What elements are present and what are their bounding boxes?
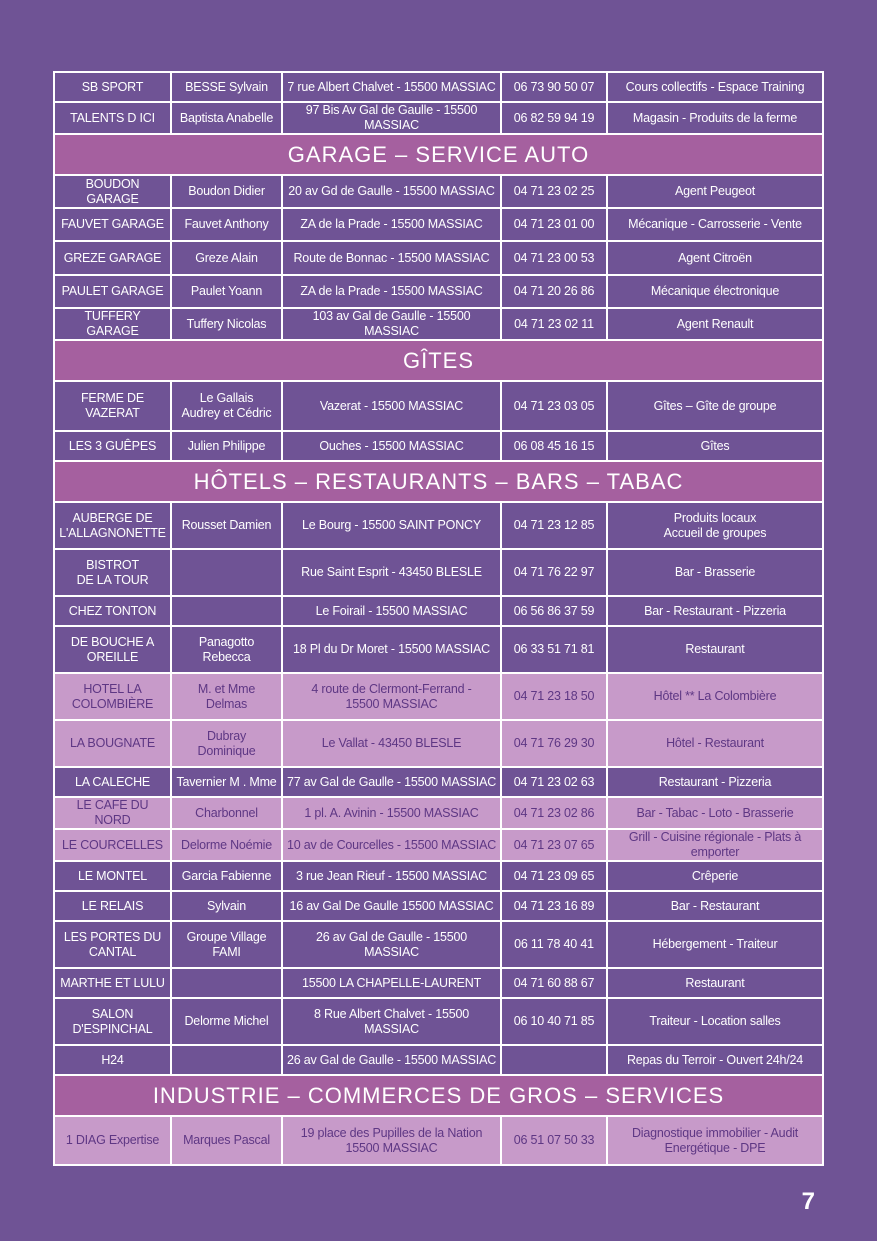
- phone-cell: 04 71 23 02 25: [501, 175, 607, 208]
- page-number: 7: [801, 1188, 815, 1215]
- address-cell: 103 av Gal de Gaulle - 15500 MASSIAC: [282, 308, 501, 340]
- business-name-cell: LA CALECHE: [54, 767, 171, 797]
- business-name-cell: LES PORTES DU CANTAL: [54, 921, 171, 968]
- activity-cell: Restaurant: [607, 968, 823, 998]
- business-name-cell: SALON D'ESPINCHAL: [54, 998, 171, 1045]
- contact-name-cell: Greze Alain: [171, 241, 282, 275]
- phone-cell: 06 10 40 71 85: [501, 998, 607, 1045]
- business-name-cell: MARTHE ET LULU: [54, 968, 171, 998]
- activity-cell: Hébergement - Traiteur: [607, 921, 823, 968]
- table-row: [54, 549, 823, 596]
- activity-cell: Bar - Restaurant - Pizzeria: [607, 596, 823, 626]
- section-title: GARAGE – SERVICE AUTO: [54, 134, 823, 175]
- table-row: [54, 241, 823, 275]
- table-row: [54, 175, 823, 208]
- activity-cell: Crêperie: [607, 861, 823, 891]
- activity-cell: Produits locaux Accueil de groupes: [607, 502, 823, 549]
- table-row: [54, 891, 823, 921]
- contact-name-cell: Garcia Fabienne: [171, 861, 282, 891]
- table-row: [54, 72, 823, 102]
- phone-cell: 06 73 90 50 07: [501, 72, 607, 102]
- phone-cell: 06 82 59 94 19: [501, 102, 607, 134]
- activity-cell: Agent Renault: [607, 308, 823, 340]
- table-row: [54, 1116, 823, 1165]
- business-name-cell: LES 3 GUÊPES: [54, 431, 171, 461]
- phone-cell: 04 71 23 02 11: [501, 308, 607, 340]
- address-cell: Rue Saint Esprit - 43450 BLESLE: [282, 549, 501, 596]
- phone-cell: 06 56 86 37 59: [501, 596, 607, 626]
- phone-cell: 04 71 20 26 86: [501, 275, 607, 308]
- phone-cell: 04 71 23 09 65: [501, 861, 607, 891]
- business-name-cell: AUBERGE DE L'ALLAGNONETTE: [54, 502, 171, 549]
- address-cell: 3 rue Jean Rieuf - 15500 MASSIAC: [282, 861, 501, 891]
- address-cell: 16 av Gal De Gaulle 15500 MASSIAC: [282, 891, 501, 921]
- contact-name-cell: Groupe Village FAMI: [171, 921, 282, 968]
- table-row: [54, 208, 823, 241]
- phone-cell: 04 71 23 02 63: [501, 767, 607, 797]
- contact-name-cell: M. et Mme Delmas: [171, 673, 282, 720]
- activity-cell: Agent Citroën: [607, 241, 823, 275]
- table-row: [54, 502, 823, 549]
- business-name-cell: CHEZ TONTON: [54, 596, 171, 626]
- activity-cell: Diagnostique immobilier - Audit Energétique - DPE: [607, 1116, 823, 1165]
- contact-name-cell: [171, 596, 282, 626]
- table-row: [54, 1045, 823, 1075]
- phone-cell: 04 71 23 18 50: [501, 673, 607, 720]
- business-name-cell: GREZE GARAGE: [54, 241, 171, 275]
- business-name-cell: SB SPORT: [54, 72, 171, 102]
- address-cell: 1 pl. A. Avinin - 15500 MASSIAC: [282, 797, 501, 829]
- phone-cell: [501, 1045, 607, 1075]
- table-row: [54, 308, 823, 340]
- table-row: [54, 720, 823, 767]
- activity-cell: Hôtel - Restaurant: [607, 720, 823, 767]
- business-name-cell: TALENTS D ICI: [54, 102, 171, 134]
- address-cell: Le Vallat - 43450 BLESLE: [282, 720, 501, 767]
- contact-name-cell: Baptista Anabelle: [171, 102, 282, 134]
- phone-cell: 04 71 23 02 86: [501, 797, 607, 829]
- contact-name-cell: Julien Philippe: [171, 431, 282, 461]
- contact-name-cell: BESSE Sylvain: [171, 72, 282, 102]
- phone-cell: 04 71 23 00 53: [501, 241, 607, 275]
- contact-name-cell: [171, 1045, 282, 1075]
- activity-cell: Gîtes – Gîte de groupe: [607, 381, 823, 431]
- activity-cell: Cours collectifs - Espace Training: [607, 72, 823, 102]
- section-title: GÎTES: [54, 340, 823, 381]
- section-title: HÔTELS – RESTAURANTS – BARS – TABAC: [54, 461, 823, 502]
- activity-cell: Bar - Brasserie: [607, 549, 823, 596]
- business-name-cell: PAULET GARAGE: [54, 275, 171, 308]
- activity-cell: Hôtel ** La Colombière: [607, 673, 823, 720]
- business-name-cell: HOTEL LA COLOMBIÈRE: [54, 673, 171, 720]
- table-row: [54, 797, 823, 829]
- table-row: [54, 275, 823, 308]
- phone-cell: 04 71 23 07 65: [501, 829, 607, 861]
- contact-name-cell: [171, 968, 282, 998]
- section-title: INDUSTRIE – COMMERCES DE GROS – SERVICES: [54, 1075, 823, 1116]
- contact-name-cell: [171, 549, 282, 596]
- business-name-cell: LE RELAIS: [54, 891, 171, 921]
- business-name-cell: H24: [54, 1045, 171, 1075]
- contact-name-cell: Dubray Dominique: [171, 720, 282, 767]
- phone-cell: 06 08 45 16 15: [501, 431, 607, 461]
- phone-cell: 06 11 78 40 41: [501, 921, 607, 968]
- activity-cell: Mécanique électronique: [607, 275, 823, 308]
- business-name-cell: LE MONTEL: [54, 861, 171, 891]
- address-cell: 97 Bis Av Gal de Gaulle - 15500 MASSIAC: [282, 102, 501, 134]
- table-row: [54, 767, 823, 797]
- directory-body: [54, 72, 823, 1165]
- activity-cell: Restaurant: [607, 626, 823, 673]
- address-cell: 7 rue Albert Chalvet - 15500 MASSIAC: [282, 72, 501, 102]
- business-name-cell: 1 DIAG Expertise: [54, 1116, 171, 1165]
- contact-name-cell: Boudon Didier: [171, 175, 282, 208]
- phone-cell: 06 51 07 50 33: [501, 1116, 607, 1165]
- business-name-cell: LA BOUGNATE: [54, 720, 171, 767]
- table-row: [54, 921, 823, 968]
- activity-cell: Repas du Terroir - Ouvert 24h/24: [607, 1045, 823, 1075]
- phone-cell: 04 71 76 29 30: [501, 720, 607, 767]
- table-row: [54, 829, 823, 861]
- activity-cell: Bar - Tabac - Loto - Brasserie: [607, 797, 823, 829]
- phone-cell: 04 71 23 12 85: [501, 502, 607, 549]
- business-name-cell: FERME DE VAZERAT: [54, 381, 171, 431]
- address-cell: Le Foirail - 15500 MASSIAC: [282, 596, 501, 626]
- section-header-row: [54, 340, 823, 381]
- address-cell: 26 av Gal de Gaulle - 15500 MASSIAC: [282, 1045, 501, 1075]
- phone-cell: 04 71 76 22 97: [501, 549, 607, 596]
- phone-cell: 04 71 23 03 05: [501, 381, 607, 431]
- contact-name-cell: Tuffery Nicolas: [171, 308, 282, 340]
- address-cell: 77 av Gal de Gaulle - 15500 MASSIAC: [282, 767, 501, 797]
- table-row: [54, 102, 823, 134]
- address-cell: 4 route de Clermont-Ferrand - 15500 MASSIAC: [282, 673, 501, 720]
- contact-name-cell: Paulet Yoann: [171, 275, 282, 308]
- address-cell: 19 place des Pupilles de la Nation 15500 MASSIAC: [282, 1116, 501, 1165]
- address-cell: 10 av de Courcelles - 15500 MASSIAC: [282, 829, 501, 861]
- table-row: [54, 381, 823, 431]
- address-cell: 20 av Gd de Gaulle - 15500 MASSIAC: [282, 175, 501, 208]
- address-cell: Route de Bonnac - 15500 MASSIAC: [282, 241, 501, 275]
- address-cell: Ouches - 15500 MASSIAC: [282, 431, 501, 461]
- business-name-cell: DE BOUCHE A OREILLE: [54, 626, 171, 673]
- contact-name-cell: Rousset Damien: [171, 502, 282, 549]
- activity-cell: Gîtes: [607, 431, 823, 461]
- business-name-cell: BISTROT DE LA TOUR: [54, 549, 171, 596]
- phone-cell: 04 71 23 16 89: [501, 891, 607, 921]
- section-header-row: [54, 1075, 823, 1116]
- contact-name-cell: Panagotto Rebecca: [171, 626, 282, 673]
- table-row: [54, 431, 823, 461]
- phone-cell: 04 71 23 01 00: [501, 208, 607, 241]
- address-cell: ZA de la Prade - 15500 MASSIAC: [282, 275, 501, 308]
- activity-cell: Traiteur - Location salles: [607, 998, 823, 1045]
- address-cell: 8 Rue Albert Chalvet - 15500 MASSIAC: [282, 998, 501, 1045]
- activity-cell: Restaurant - Pizzeria: [607, 767, 823, 797]
- address-cell: 26 av Gal de Gaulle - 15500 MASSIAC: [282, 921, 501, 968]
- address-cell: 18 Pl du Dr Moret - 15500 MASSIAC: [282, 626, 501, 673]
- table-row: [54, 998, 823, 1045]
- activity-cell: Agent Peugeot: [607, 175, 823, 208]
- business-name-cell: TUFFERY GARAGE: [54, 308, 171, 340]
- activity-cell: Grill - Cuisine régionale - Plats à emporter: [607, 829, 823, 861]
- contact-name-cell: Charbonnel: [171, 797, 282, 829]
- address-cell: Le Bourg - 15500 SAINT PONCY: [282, 502, 501, 549]
- address-cell: Vazerat - 15500 MASSIAC: [282, 381, 501, 431]
- contact-name-cell: Sylvain: [171, 891, 282, 921]
- contact-name-cell: Delorme Michel: [171, 998, 282, 1045]
- business-directory-table: [53, 71, 824, 1166]
- section-header-row: [54, 134, 823, 175]
- address-cell: ZA de la Prade - 15500 MASSIAC: [282, 208, 501, 241]
- contact-name-cell: Marques Pascal: [171, 1116, 282, 1165]
- table-row: [54, 968, 823, 998]
- contact-name-cell: Delorme Noémie: [171, 829, 282, 861]
- section-header-row: [54, 461, 823, 502]
- table-row: [54, 673, 823, 720]
- business-name-cell: LE CAFE DU NORD: [54, 797, 171, 829]
- business-name-cell: BOUDON GARAGE: [54, 175, 171, 208]
- phone-cell: 06 33 51 71 81: [501, 626, 607, 673]
- contact-name-cell: Le Gallais Audrey et Cédric: [171, 381, 282, 431]
- table-row: [54, 861, 823, 891]
- activity-cell: Mécanique - Carrosserie - Vente: [607, 208, 823, 241]
- business-name-cell: LE COURCELLES: [54, 829, 171, 861]
- address-cell: 15500 LA CHAPELLE-LAURENT: [282, 968, 501, 998]
- table-row: [54, 626, 823, 673]
- activity-cell: Magasin - Produits de la ferme: [607, 102, 823, 134]
- phone-cell: 04 71 60 88 67: [501, 968, 607, 998]
- contact-name-cell: Tavernier M . Mme: [171, 767, 282, 797]
- business-name-cell: FAUVET GARAGE: [54, 208, 171, 241]
- activity-cell: Bar - Restaurant: [607, 891, 823, 921]
- table-row: [54, 596, 823, 626]
- contact-name-cell: Fauvet Anthony: [171, 208, 282, 241]
